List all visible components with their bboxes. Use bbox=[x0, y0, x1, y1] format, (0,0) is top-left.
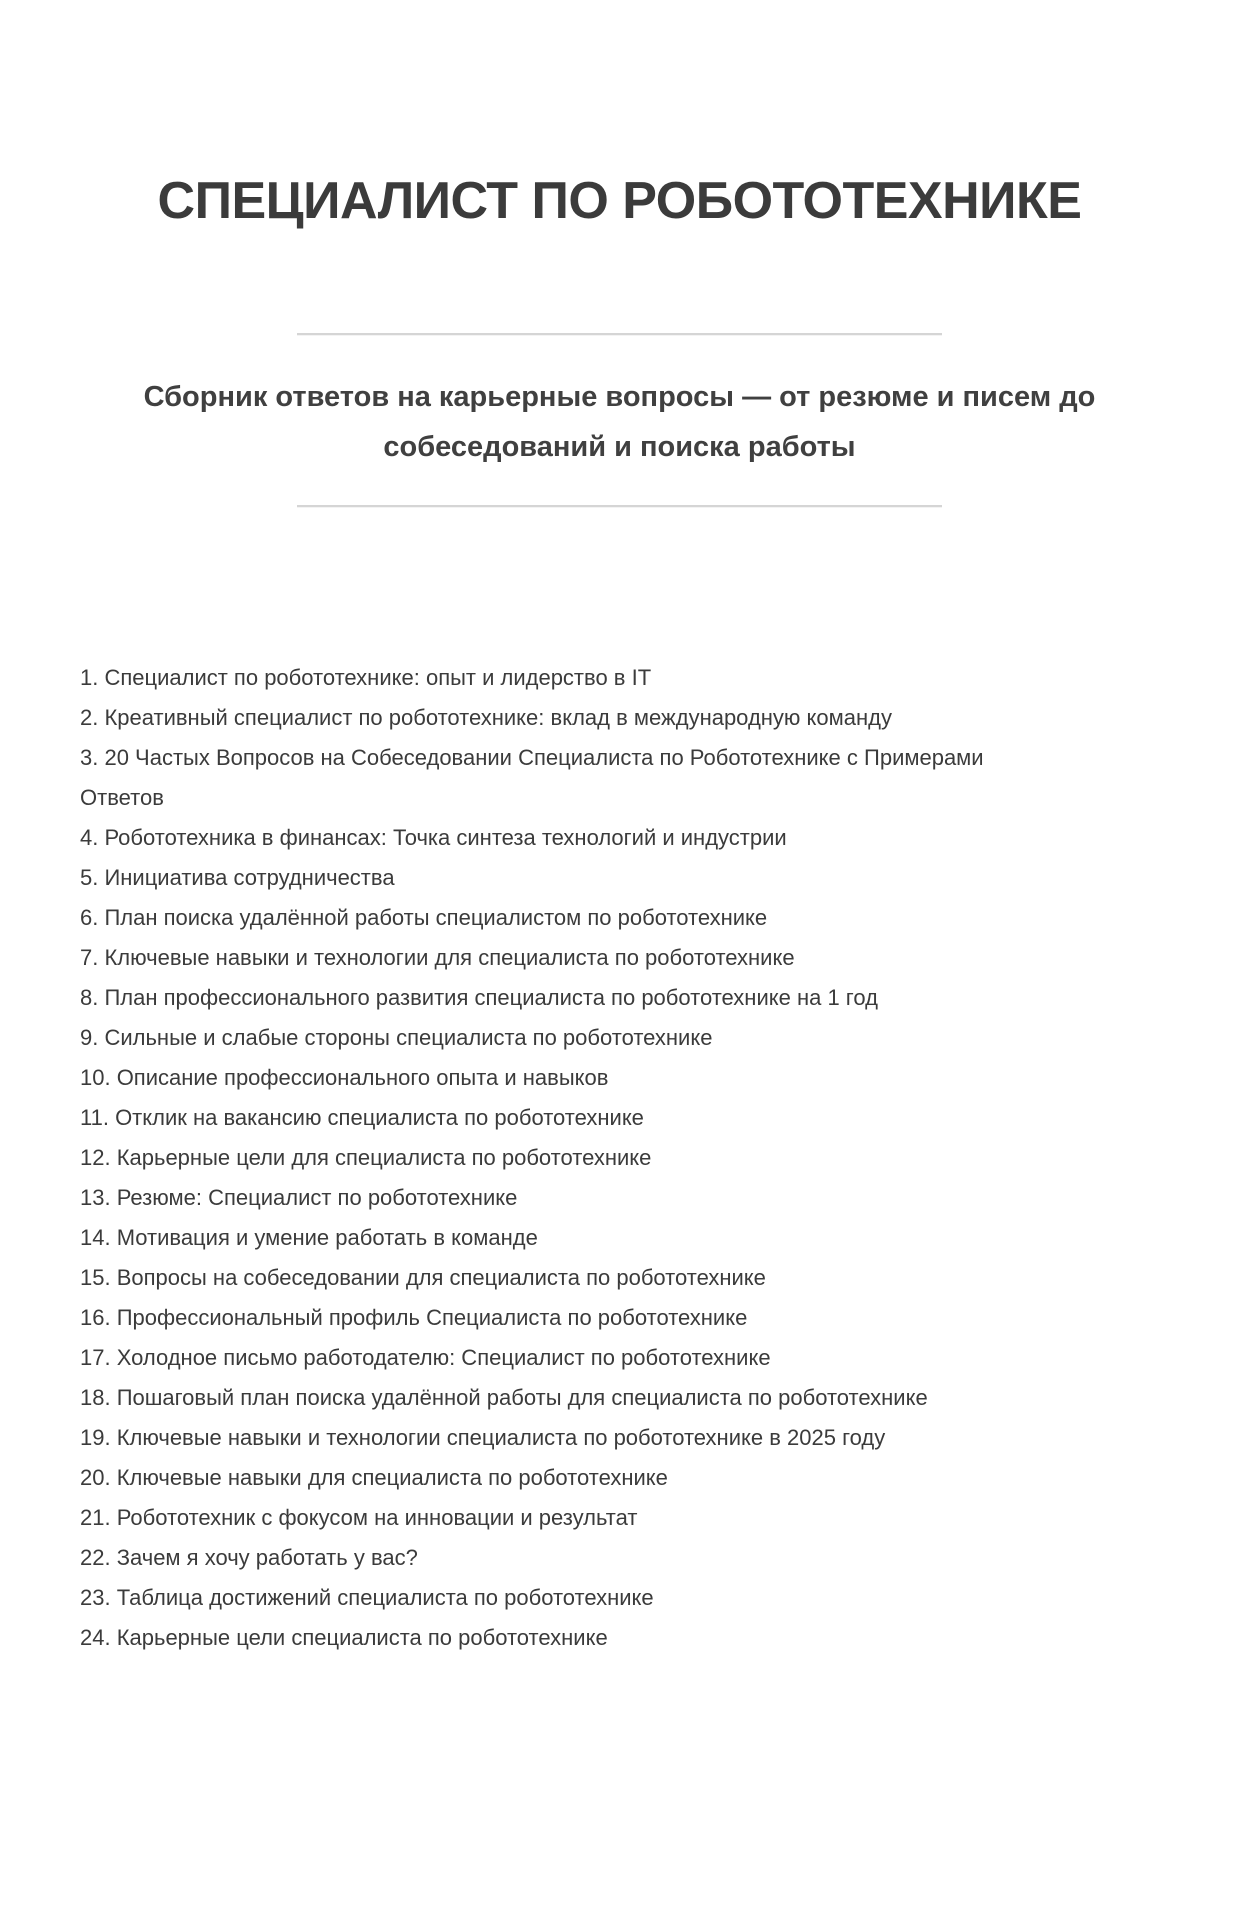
toc-item: 4. Робототехника в финансах: Точка синтеза технологий и индустрии bbox=[80, 825, 787, 850]
page-title: СПЕЦИАЛИСТ ПО РОБОТОТЕХНИКЕ bbox=[157, 172, 1082, 230]
toc-item: 20. Ключевые навыки для специалиста по робототехнике bbox=[80, 1465, 668, 1490]
subtitle-line: Сборник ответов на карьерные вопросы — от резюме и писем до bbox=[143, 381, 1096, 413]
toc-item: 19. Ключевые навыки и технологии специалиста по робототехнике в 2025 году bbox=[80, 1425, 886, 1450]
toc-item: 21. Робототехник с фокусом на инновации и результат bbox=[80, 1505, 638, 1530]
toc-item: 24. Карьерные цели специалиста по робототехнике bbox=[80, 1625, 608, 1650]
toc-item: 22. Зачем я хочу работать у вас? bbox=[80, 1545, 418, 1570]
toc-item: 3. 20 Частых Вопросов на Собеседовании Специалиста по Робототехнике с Примерами Ответов bbox=[80, 745, 984, 810]
toc-item: 10. Описание профессионального опыта и навыков bbox=[80, 1065, 609, 1090]
toc-item: 18. Пошаговый план поиска удалённой работы для специалиста по робототехнике bbox=[80, 1385, 928, 1410]
toc-item: 14. Мотивация и умение работать в команде bbox=[80, 1225, 538, 1250]
toc-item: 23. Таблица достижений специалиста по робототехнике bbox=[80, 1585, 654, 1610]
toc-item: 16. Профессиональный профиль Специалиста по робототехнике bbox=[80, 1305, 748, 1330]
divider-bottom bbox=[297, 505, 942, 508]
toc-item: 9. Сильные и слабые стороны специалиста по робототехнике bbox=[80, 1025, 713, 1050]
toc-item: 7. Ключевые навыки и технологии для специалиста по робототехнике bbox=[80, 945, 795, 970]
divider-top bbox=[297, 333, 942, 336]
toc-item: 1. Специалист по робототехнике: опыт и лидерство в IT bbox=[80, 665, 652, 690]
toc-item: 17. Холодное письмо работодателю: Специалист по робототехнике bbox=[80, 1345, 771, 1370]
toc-item: 13. Резюме: Специалист по робототехнике bbox=[80, 1185, 518, 1210]
page-subtitle bbox=[90, 372, 1150, 472]
toc-item: 5. Инициатива сотрудничества bbox=[80, 865, 395, 890]
subtitle-line: собеседований и поиска работы bbox=[383, 431, 856, 463]
toc-item: 11. Отклик на вакансию специалиста по робототехнике bbox=[80, 1105, 644, 1130]
toc-item: 12. Карьерные цели для специалиста по робототехнике bbox=[80, 1145, 652, 1170]
toc-item: 6. План поиска удалённой работы специалистом по робототехнике bbox=[80, 905, 768, 930]
toc-item: 2. Креативный специалист по робототехнике: вклад в международную команду bbox=[80, 705, 892, 730]
table-of-contents bbox=[80, 658, 1045, 1658]
toc-item: 8. План профессионального развития специалиста по робототехнике на 1 год bbox=[80, 985, 878, 1010]
document-page bbox=[0, 170, 1239, 1923]
toc-item: 15. Вопросы на собеседовании для специалиста по робототехнике bbox=[80, 1265, 766, 1290]
